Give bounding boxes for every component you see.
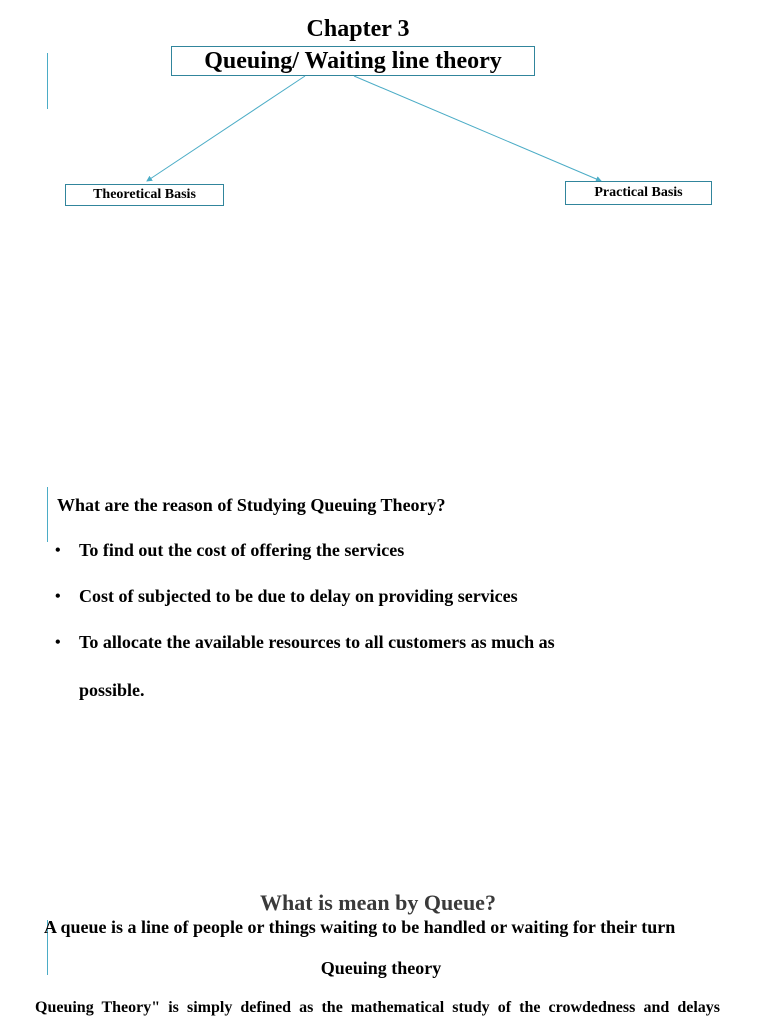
chapter-heading: Chapter 3 (306, 16, 410, 42)
connector-right-arrow (354, 76, 601, 181)
connector-left-arrow (147, 76, 305, 181)
reason-continuation: possible. (79, 680, 145, 700)
practical-basis-box: Practical Basis (565, 181, 712, 205)
queuing-theory-definition: Queuing Theory" is simply defined as the mathematical study of the crowdedness and delays (35, 999, 720, 1016)
margin-bar-middle (47, 487, 48, 542)
bullet-icon: • (55, 634, 61, 651)
reason-text: To find out the cost of offering the services (79, 540, 405, 560)
chapter-title-box: Queuing/ Waiting line theory (171, 46, 535, 76)
bullet-icon: • (55, 542, 61, 559)
queue-definition: A queue is a line of people or things waiting to be handled or waiting for their turn (44, 917, 676, 937)
list-item (55, 539, 639, 562)
reasons-list (55, 539, 639, 677)
reasons-question: What are the reason of Studying Queuing Theory? (57, 495, 446, 515)
theoretical-basis-box: Theoretical Basis (65, 184, 224, 206)
bullet-icon: • (55, 588, 61, 605)
queue-heading: What is mean by Queue? (260, 890, 496, 915)
queuing-theory-subheading: Queuing theory (320, 958, 442, 978)
list-item (55, 585, 639, 608)
list-item (55, 631, 639, 654)
reason-text: Cost of subjected to be due to delay on providing services (79, 586, 518, 606)
reason-text: To allocate the available resources to all customers as much as (79, 632, 555, 652)
